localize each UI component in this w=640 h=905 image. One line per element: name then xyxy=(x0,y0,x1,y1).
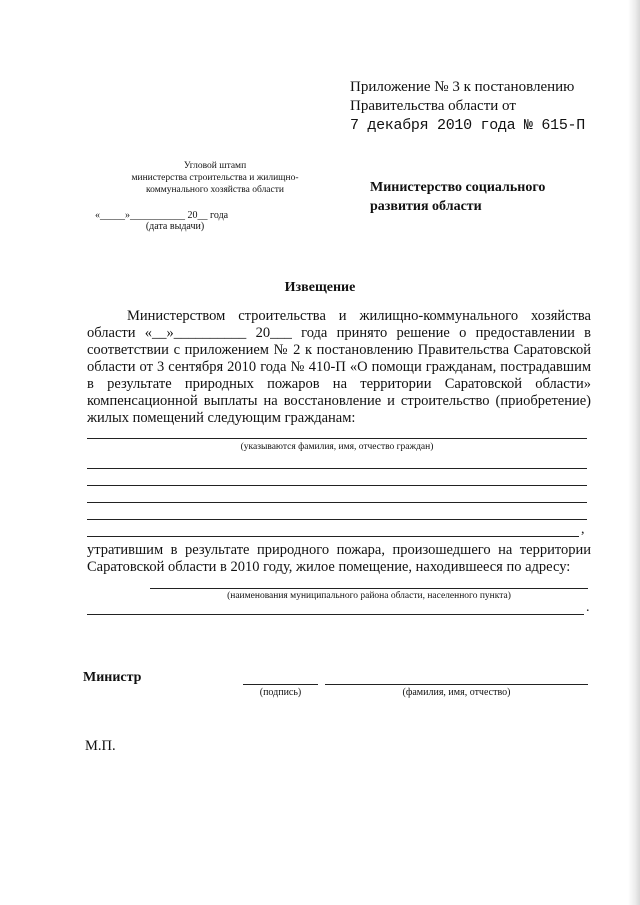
stamp-date-template: «_____»___________ 20__ года xyxy=(95,210,229,221)
notice-paragraph-1 xyxy=(87,308,591,427)
citizens-line-4[interactable] xyxy=(87,502,587,503)
addressee xyxy=(370,178,545,216)
address-caption: (наименования муниципального района области, населенного пункта) xyxy=(227,591,511,601)
scan-edge-shadow xyxy=(628,0,640,905)
notice-paragraph-2 xyxy=(87,542,591,576)
stamp-date-caption: (дата выдачи) xyxy=(145,221,205,232)
stamp-line-1: Угловой штамп xyxy=(183,161,247,171)
citizens-line-3[interactable] xyxy=(87,485,587,486)
addressee-line-2: развития области xyxy=(370,199,482,214)
paragraph-1-text: Министерством строительства и жилищно-коммунального хозяйства области «__»__________ 20___ года принято решение о предоставлении в соответствии с приложением № 2 к постановлению Правительства Саратовской области от 3 сентября 2010 года № 410-П «О помощи гражданам, пострадавшим в результате природных пожаров на территории Саратовской области» компенсационной выплаты на восстановление и строительство (приобретение) жилых помещений следующим гражданам: xyxy=(87,308,591,426)
citizens-caption: (указываются фамилия, имя, отчество граждан) xyxy=(240,442,434,452)
name-caption: (фамилия, имя, отчество) xyxy=(402,687,511,698)
document-title: Извещение xyxy=(284,280,356,295)
corner-stamp xyxy=(110,160,320,196)
stamp-date xyxy=(95,210,275,232)
appendix-line-3: 7 декабря 2010 года № 615-П xyxy=(350,117,585,134)
citizens-line-6[interactable] xyxy=(87,536,579,537)
address-period: . xyxy=(586,600,590,615)
citizens-line-5[interactable] xyxy=(87,519,587,520)
appendix-reference xyxy=(350,78,585,135)
signature-caption: (подпись) xyxy=(259,687,302,698)
signature-line[interactable] xyxy=(243,684,318,685)
citizens-line-2[interactable] xyxy=(87,468,587,469)
addressee-line-1: Министерство социального xyxy=(370,180,546,195)
stamp-line-2: министерства строительства и жилищно- xyxy=(131,173,299,183)
name-line[interactable] xyxy=(325,684,588,685)
address-line-1[interactable] xyxy=(150,588,588,589)
citizens-line-1[interactable] xyxy=(87,438,587,439)
signer-title: Министр xyxy=(83,670,142,685)
paragraph-2-text: утратившим в результате природного пожара, произошедшего на территории Саратовской области в 2010 году, жилое помещение, находившееся по адресу: xyxy=(87,542,591,575)
appendix-line-2: Правительства области от xyxy=(350,98,516,114)
citizens-comma: , xyxy=(581,522,585,537)
address-line-2[interactable] xyxy=(87,614,584,615)
appendix-line-1: Приложение № 3 к постановлению xyxy=(350,79,575,95)
stamp-line-3: коммунального хозяйства области xyxy=(146,185,284,195)
seal-placeholder: М.П. xyxy=(85,738,116,754)
